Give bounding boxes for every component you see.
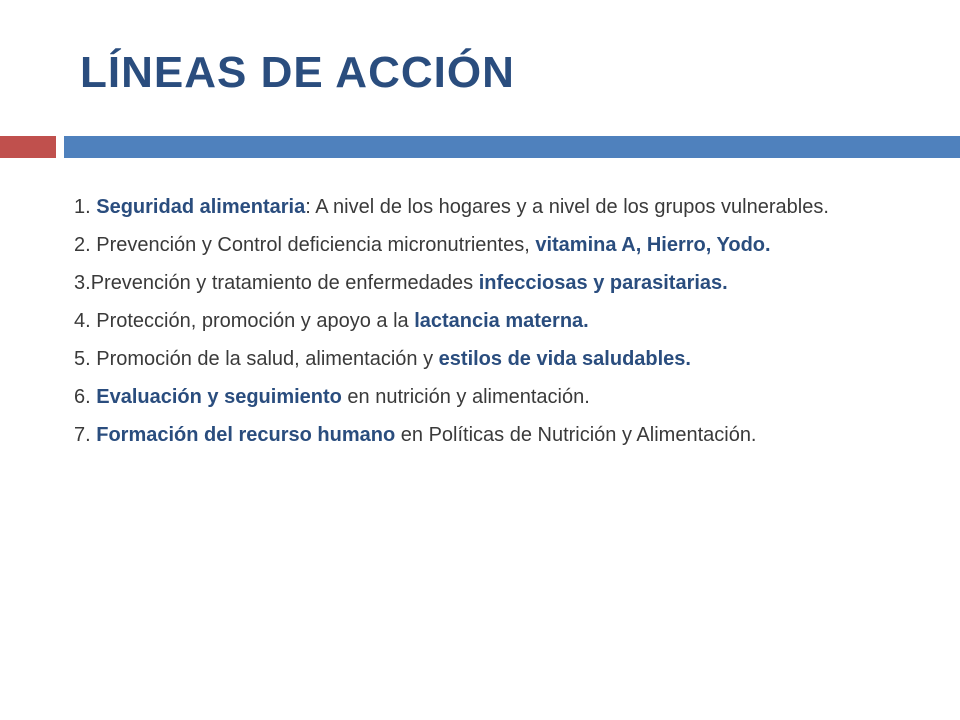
item-number: 4. <box>74 310 91 332</box>
item-highlight: infecciosas y parasitarias. <box>478 272 728 294</box>
item-number: 6. <box>74 386 91 408</box>
action-lines-list <box>74 192 922 458</box>
slide-title: LÍNEAS DE ACCIÓN <box>80 48 515 97</box>
item-text: Prevención y tratamiento de enfermedades <box>90 272 479 294</box>
item-number: 3. <box>74 272 91 294</box>
list-item <box>74 344 922 374</box>
list-item <box>74 382 922 412</box>
item-highlight: vitamina A, Hierro, Yodo. <box>535 234 771 256</box>
item-number: 7. <box>74 424 91 446</box>
item-highlight: Evaluación y seguimiento <box>96 386 342 408</box>
list-item <box>74 268 922 298</box>
list-item <box>74 230 922 260</box>
item-number: 1. <box>74 196 91 218</box>
accent-bar-red <box>0 136 56 158</box>
item-text: en Políticas de Nutrición y Alimentación. <box>395 424 757 446</box>
item-text: Protección, promoción y apoyo a la <box>90 310 415 332</box>
list-item <box>74 306 922 336</box>
item-highlight: Formación del recurso humano <box>96 424 396 446</box>
item-highlight: estilos de vida saludables. <box>438 348 691 370</box>
item-text: en nutrición y alimentación. <box>341 386 590 408</box>
item-highlight: Seguridad alimentaria <box>96 196 306 218</box>
item-number: 5. <box>74 348 91 370</box>
item-text: : A nivel de los hogares y a nivel de los grupos vulnerables. <box>305 196 829 218</box>
accent-bar-blue <box>64 136 960 158</box>
item-text: Prevención y Control deficiencia micronutrientes, <box>90 234 536 256</box>
item-text: Promoción de la salud, alimentación y <box>90 348 439 370</box>
item-number: 2. <box>74 234 91 256</box>
list-item <box>74 420 922 450</box>
item-highlight: lactancia materna. <box>414 310 589 332</box>
list-item <box>74 192 922 222</box>
